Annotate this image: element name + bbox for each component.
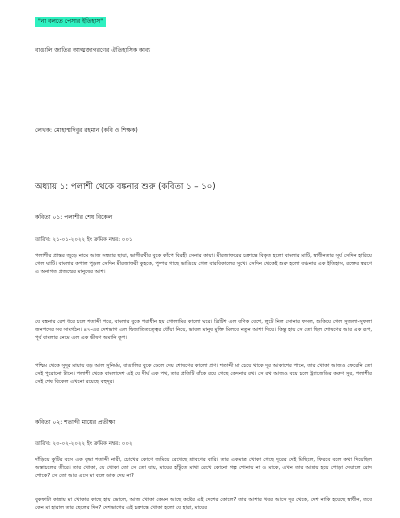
author-line: লেখক: মোহাম্মদিবুর রহমান (কবি ও শিক্ষক) [35,127,138,134]
chapter-heading: অধ্যায় ১: পলাশী থেকে বঙ্কনার শুরু (কবিতা ১ – ১০) [35,182,216,192]
poem-paragraph: পশ্চিম থেকে সুদূর মায়ায় বড় আল সুনির্মম, বাঙালির বুকে ঢেলে দেয় শোষণের কালো প্রণ। শতাব্দী মা চেয়ে থাকে দূর আকাশের পানে, তার খোকা আজও ফেরেনি তো সেই পুরোনো টানে। পলাশী থেকে বাংলাদেশ এই যে দীর্ঘ এক পথ, তার প্রতিটি বাঁকে রয়ে গেছে কেদনার রথ। সে রথ আজও বয়ে চলে ট্র্যাজেডির করুণ সুর, পলাশীর সেই শেষ বিকেল এখনো রয়েছে বহুদূর। [35,363,372,385]
poem-title: কবিতা ০২: শতাব্দী মায়ের প্রতীক্ষা [35,419,116,426]
poem-paragraph: বুকফাটা কান্নায় মা খোকার কাছে হায় ভোলে, আজ খোকা কেমন আছে কষ্টের এই দেশের কোলে? তার আশার খবর আসে দূর থেকে, দেশ নাকি হয়েছে স্বাধীন, তবে কেন মা হারাল তার ছেলের দিন? দেশভাগের এই চক্রান্তে খোকা হলো যে হারা, মায়ের [35,497,372,511]
poem-paragraph: দাঁড়িয়ে কুটির বসে এক বৃদ্ধা শতাব্দী নারী, চোখের কোণে জমিয়ে রেখেছে শ্রাবণের বারি। তার একমাত্র খোকা গেছে দূরের দেই মিছিলে, ফিরবে বলে কথা দিয়েছিল অস্তাচলের তীরে। তার খোকা, যে খোকা তো সে তো যায়, মায়ের হাঁটুতে মাথা রেখে কোনো গল্প শোনায় না ও মাকে, এখন তার আশ্রয় হয়ে পোড়া দেয়ালে রোদ শোকে? সে তো আর এসে মা বলে ডাক দেয় না? [35,457,372,479]
poem-meta: তারিখ: ২১-০১-২০২২ ইং ক্রমিক নম্বর: ০০১ [35,237,133,243]
poem-title: কবিতা ০১: পলাশীর শেষ বিকেল [35,214,113,221]
poem-paragraph: যে বঙ্কনার রেশ ধরে চলে শতাব্দী পরে, বাংলার বুকে পরাধীন হয় গোলামির কালো ঘরে। ব্রিটিশ এল বণিক বেশে, লুটে নিল সোনার ফসল, শুকিয়ে গেল সুজলা-সুফলা জনপদের সব সাংগঠন। ৪৭-এর দেশভাগ এল দ্বিজাতিতত্ত্বের ধোঁয়া নিয়ে, ভাবল মানুষ মুক্তি মিলবে নতুন আশা দিয়ে। কিন্তু হায় সে তো ছিল শোষণের আর এক রূপ, পূর্ব বাংলার নেমে এল এক ভীষণ অমানি কূপ। [35,319,372,341]
document-subtitle: বাঙালি জাতির আত্মজাগরণের ঐতিহাসিক কাব্য [35,47,150,54]
document-title: "না বলতে পেসার ইতিহাস" [35,17,106,27]
poem-meta: তারিখ: ২০-০২-২০২২ ইং ক্রমিক নম্বর: ০০২ [35,441,133,447]
poem-paragraph: পলাশীর প্রান্তর জুড়ে নামে আজ সন্ধ্যার ছায়া, ভাগীরথীর বুকে কাঁপে বিরহী সেনার কায়া। মীরজাফরের চক্রান্তে বিকৃত হলো বাংলার মাটি, স্বাধীনতার সূর্য সেদিন হারিয়ে গেল ঘাটি। বাংলার কপাল পুড়ল সেদিন মীরজাফরী কুহকে, পুষ্পর গাছে ভাঙিয়ে গেল বারবিকালের সুখে। সেদিন থেকেই শুরু হলো বঞ্চনার এক ইতিহাস, রক্তের স্বরণে এ অনাগত প্রজন্মের মানুষের আশ। [35,253,372,275]
